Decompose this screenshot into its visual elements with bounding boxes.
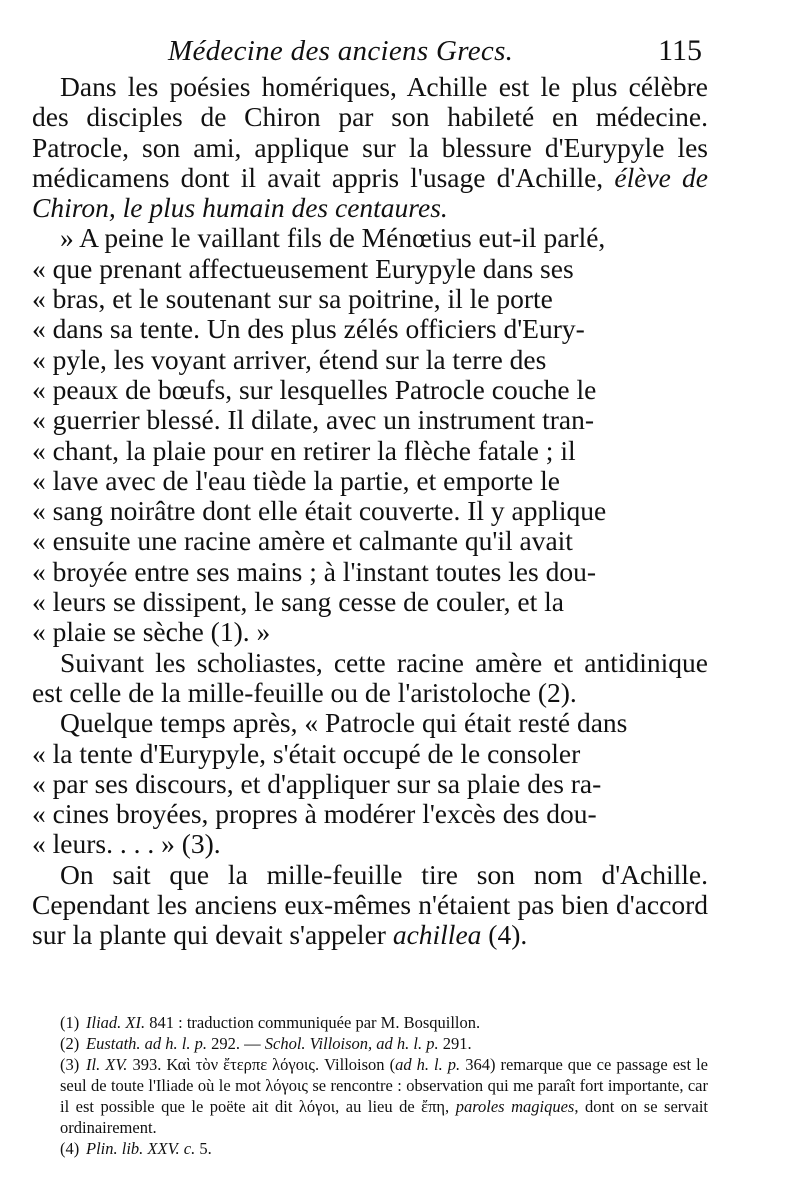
footnote-2 <box>60 1033 708 1054</box>
quote-line: « dans sa tente. Un des plus zélés officiers d'Eury- <box>32 313 585 345</box>
footnote-3 <box>60 1054 708 1138</box>
footnote-mark: (1) <box>60 1013 80 1032</box>
main-text <box>32 72 708 951</box>
quote-line: « que prenant affectueusement Eurypyle dans ses <box>32 252 574 284</box>
quote-line: « peaux de bœufs, sur lesquelles Patrocle couche le <box>32 373 597 405</box>
footnote-4 <box>60 1138 708 1159</box>
footnote-text: 5. <box>195 1139 212 1158</box>
quote-line: « pyle, les voyant arriver, étend sur la terre des <box>32 343 547 375</box>
footnote-italic-phrase: paroles magiques <box>455 1097 575 1116</box>
quote-line: « cines broyées, propres à modérer l'excès des dou- <box>32 798 597 830</box>
quote-line: « par ses discours, et d'appliquer sur sa plaie des ra- <box>32 767 602 799</box>
footnote-citation: Schol. Villoison, ad h. l. p. <box>264 1034 439 1053</box>
paragraph-iliad-quote <box>32 223 708 647</box>
quote-line: « plaie se sèche (1). » <box>32 616 271 648</box>
footnote-text: 393. Καὶ τὸν ἔτερπε λόγοις. Villoison ( <box>127 1055 396 1074</box>
quote-line: » A peine le vaillant fils de Ménœtius eut-il parlé, <box>60 222 606 254</box>
paragraph-text: Suivant les scholiastes, cette racine amère et antidinique est celle de la mille-feuille ou de l'aristoloche (2). <box>32 646 708 708</box>
plant-name-italic: achillea <box>392 919 482 951</box>
quote-line: « leurs se dissipent, le sang cesse de couler, et la <box>32 586 564 618</box>
footnote-citation: Plin. lib. XXV. c. <box>86 1139 196 1158</box>
footnote-1 <box>60 1012 708 1033</box>
footnote-citation: Eustath. ad h. l. p. <box>86 1034 208 1053</box>
footnote-text: , dont on se servait ordinairement. <box>60 1097 709 1137</box>
footnote-citation: Il. XV. <box>86 1055 128 1074</box>
paragraph-text: Dans les poésies homériques, Achille est le plus célèbre des disciples de Chiron par son habileté en médecine. Patrocle, son ami, applique sur la blessure d'Eurypyle les médicamens dont il avait appris l'usage d'Achille, <box>32 71 708 193</box>
footnotes <box>60 1012 708 1159</box>
footnote-citation: ad h. l. p. <box>395 1055 461 1074</box>
quote-line: « broyée entre ses mains ; à l'instant toutes les dou- <box>32 555 596 587</box>
quote-line: « lave avec de l'eau tiède la partie, et emporte le <box>32 464 560 496</box>
paragraph-achille <box>32 72 708 223</box>
paragraph-scholiastes <box>32 648 708 709</box>
footnote-mark: (4) <box>60 1139 80 1158</box>
page-header <box>60 34 702 68</box>
quotation-italic: élève de Chiron, le plus humain des centaures. <box>32 161 709 224</box>
quote-line: « guerrier blessé. Il dilate, avec un instrument tran- <box>32 404 595 436</box>
footnote-citation: Iliad. XI. <box>86 1013 146 1032</box>
footnote-text: 841 : traduction communiquée par M. Bosquillon. <box>145 1013 481 1032</box>
footnote-text: 291. <box>438 1034 472 1053</box>
paragraph-text: On sait que la mille-feuille tire son nom d'Achille. Cependant les anciens eux-mêmes n'étaient pas bien d'accord sur la plante qui devait s'appeler <box>32 858 708 951</box>
quote-line: « chant, la plaie pour en retirer la flèche fatale ; il <box>32 434 576 466</box>
quote-line: Quelque temps après, « Patrocle qui était resté dans <box>60 707 628 739</box>
quote-line: « sang noirâtre dont elle était couverte. Il y applique <box>32 495 607 527</box>
paragraph-end: (4). <box>481 919 528 951</box>
footnote-text: 292. — <box>207 1034 265 1053</box>
footnote-mark: (3) <box>60 1055 80 1074</box>
quote-line: « la tente d'Eurypyle, s'était occupé de le consoler <box>32 737 581 769</box>
quote-line: « bras, et le soutenant sur sa poitrine, il le porte <box>32 283 553 315</box>
quote-line: « leurs. . . . » (3). <box>32 828 221 860</box>
footnote-text: 364) remarque que ce passage est le seul de toute l'Iliade où le mot λόγοις se rencontre : observation qui me paraît fort importante, car il est possible que le poëte ait dit λόγοι, au lieu de ἔπη, <box>60 1055 708 1116</box>
paragraph-patrocle <box>32 708 708 859</box>
page-number: 115 <box>658 34 702 67</box>
quote-line: « ensuite une racine amère et calmante qu'il avait <box>32 525 573 557</box>
paragraph-mille-feuille <box>32 860 708 951</box>
footnote-mark: (2) <box>60 1034 80 1053</box>
running-title: Médecine des anciens Grecs. <box>168 35 514 67</box>
